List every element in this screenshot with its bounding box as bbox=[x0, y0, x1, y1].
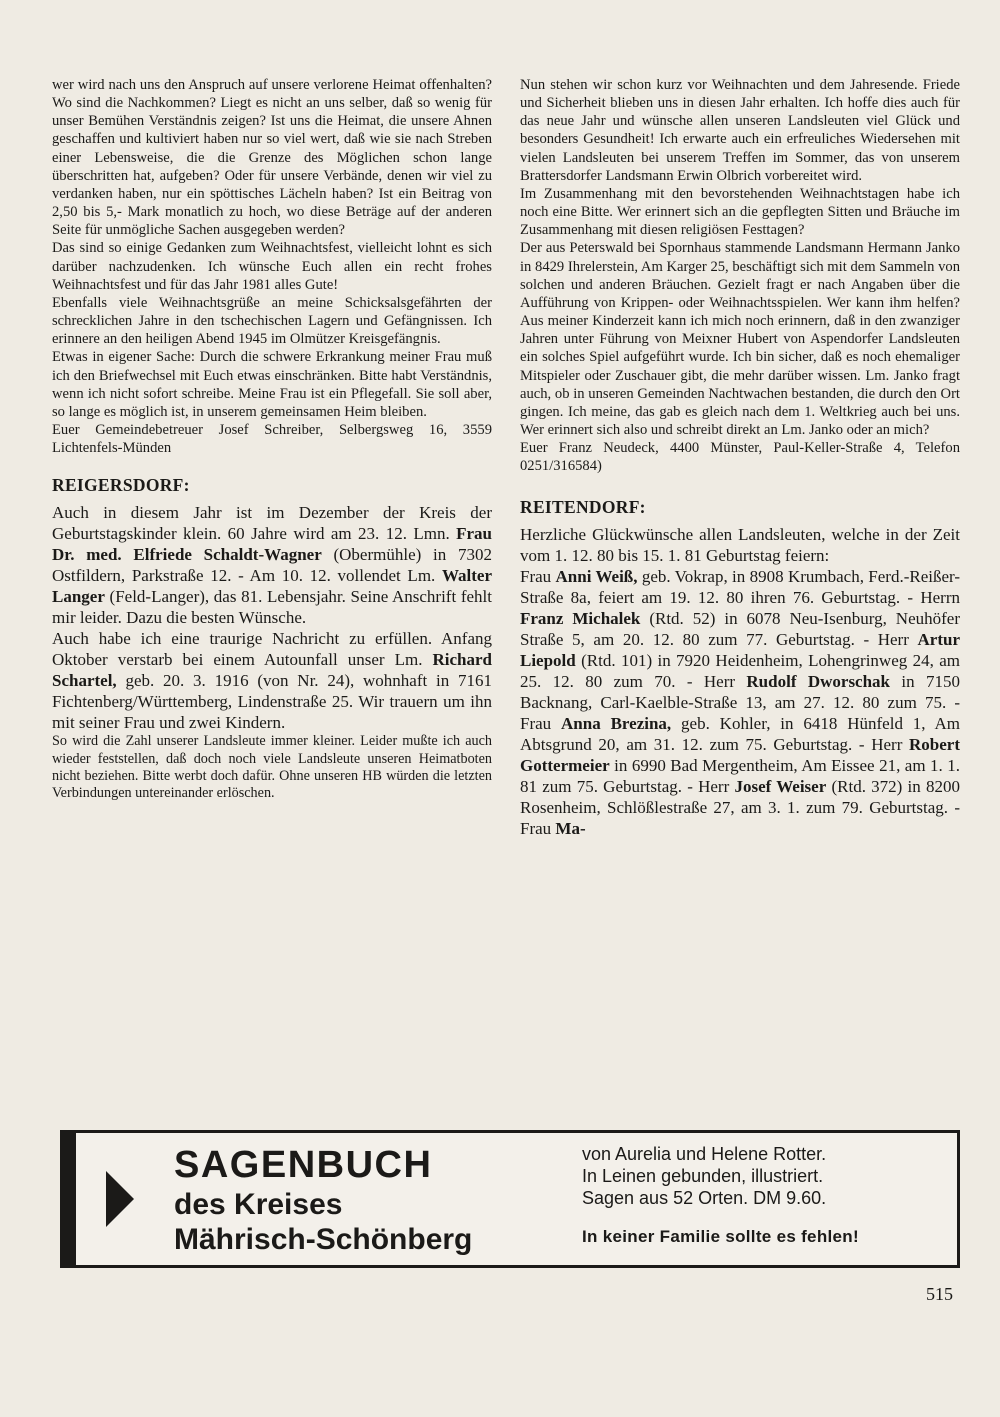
text-run: geb. Vokrap, in 8908 Krumbach, Ferd.-Reißer-Straße 8a, feiert am 19. 12. 80 ihren 76. Geburtstag. - Herrn bbox=[520, 567, 961, 608]
text-run: Auch habe ich eine traurige Nachricht zu erfüllen. Anfang Oktober verstarb bei einem Autounfall unser Lm. bbox=[52, 629, 492, 670]
left-column bbox=[52, 76, 492, 803]
reigersdorf-body bbox=[52, 502, 492, 733]
ad-line-1: von Aurelia und Helene Rotter. bbox=[582, 1144, 827, 1164]
person-name: Josef Weiser bbox=[734, 777, 827, 797]
section-heading-reigersdorf: REIGERSDORF: bbox=[52, 475, 190, 496]
person-name: Walter Langer bbox=[52, 566, 492, 607]
left-signature: Euer Gemeindebetreuer Josef Schreiber, Selbergsweg 16, 3559 Lichtenfels-Münden bbox=[52, 421, 492, 457]
section-heading-reitendorf: REITENDORF: bbox=[520, 497, 646, 518]
person-name: Robert Gottermeier bbox=[520, 735, 960, 776]
reigersdorf-paragraph-3: So wird die Zahl unserer Landsleute immer kleiner. Leider mußte ich auch wieder feststellen, daß doch noch viele Landsleute unseren Heimatboten nicht beziehen. Bitte werbt doch dafür. Ohne unseren HB würden die letzten Verbindungen untereinander erlöschen. bbox=[52, 733, 492, 802]
person-name: Franz Michalek bbox=[520, 609, 641, 629]
reigersdorf-paragraph-1 bbox=[52, 502, 492, 628]
text-run: (Feld-Langer), das 81. Lebensjahr. Seine Anschrift fehlt mir leider. Dazu die besten Wünsche. bbox=[52, 587, 492, 628]
ad-subtitle-1: des Kreises bbox=[174, 1188, 343, 1221]
page-number: 515 bbox=[926, 1284, 953, 1304]
ad-details bbox=[582, 1143, 826, 1209]
reitendorf-body bbox=[520, 524, 960, 839]
ad-title: SAGENBUCH bbox=[174, 1144, 433, 1186]
left-letter bbox=[52, 76, 492, 457]
person-name: Rudolf Dworschak bbox=[746, 672, 891, 692]
text-run: in 7150 Backnang, Carl-Kaelble-Straße 13, am 27. 12. 80 zum 75. - Frau bbox=[520, 672, 960, 734]
right-paragraph-3: Der aus Peterswald bei Spornhaus stammende Landsmann Hermann Janko in 8429 Ihrelerstein, Am Karger 25, beschäftigt sich mit dem Sammeln von solchen und anderen Bräuchen. Gezielt fragt er nach Angaben über die Aufführung von Krippen- oder Weihnachtsspielen. Wer kann ihm helfen? Aus meiner Kinderzeit kann ich mich noch erinnern, daß in den zwanziger Jahren unter Führung von Meixner Hubert von Aspendorfer Landsleuten ein solches Spiel aufgeführt wurde. Ich bin sicher, daß es noch ehemaliger Mitspieler oder Zuschauer gibt, die mehr darüber wissen. Lm. Janko fragt auch, ob in unseren Gemeinden Nachtwachen bestanden, die durch den Ort gingen. Ich meine, das gab es gleich nach dem 1. Weltkrieg auch bei uns. Wer erinnert sich also und schreibt direkt an Lm. Janko oder an mich? bbox=[520, 240, 960, 438]
reitendorf-birthdays bbox=[520, 566, 960, 839]
right-signature: Euer Franz Neudeck, 4400 Münster, Paul-Keller-Straße 4, Telefon 0251/316584) bbox=[520, 440, 960, 475]
reigersdorf-footer bbox=[52, 733, 492, 802]
text-run: Frau bbox=[520, 567, 556, 587]
text-run: in 6990 Bad Mergentheim, Am Eissee 21, am 1. 1. 81 zum 75. Geburtstag. - Herr bbox=[520, 756, 960, 797]
ad-slogan: In keiner Familie sollte es fehlen! bbox=[582, 1227, 859, 1246]
reigersdorf-paragraph-2 bbox=[52, 628, 492, 733]
text-run: Auch in diesem Jahr ist im Dezember der Kreis der Geburtstagskinder klein. 60 Jahre wird am 23. 12. Lmn. bbox=[52, 503, 492, 544]
right-letter bbox=[520, 76, 960, 475]
right-column bbox=[520, 76, 960, 839]
left-intro-paragraph: wer wird nach uns den Anspruch auf unsere verlorene Heimat offenhalten? Wo sind die Nachkommen? Liegt es nicht an uns selber, daß so wenig für unser Bemühen Verständnis zeigen? Ist uns die Heimat, die unsere Ahnen geschaffen und kultiviert haben nur so viel wert, daß wie sie nach Streben einer Lebensweise, die die Grenze des Möglichen schon lange überschritten hat, aufgeben? Oder für unsere Verbände, denen wir viel zu verdanken haben, nur ein spöttisches Lächeln haben? Ist ein Beitrag von 2,50 bis 5,- Mark monatlich zu hoch, wo diese Beträge auf der anderen Seite für unmögliche Sachen ausgegeben werden? bbox=[52, 77, 492, 239]
right-paragraph-2: Im Zusammenhang mit den bevorstehenden Weihnachtstagen habe ich noch eine Bitte. Wer erinnert sich an die gepflegten Sitten und Bräuche im Zusammenhang mit diesen religiösen Festtagen? bbox=[520, 185, 960, 239]
text-run: (Obermühle) in 7302 Ostfildern, Parkstraße 12. - Am 10. 12. vollendet Lm. bbox=[52, 545, 492, 586]
text-run: (Rtd. 372) in 8200 Rosenheim, Schlößlestraße 27, am 3. 1. zum 79. Geburtstag. - Frau bbox=[520, 777, 960, 839]
text-run: (Rtd. 101) in 7920 Heidenheim, Lohengrinweg 24, am 25. 12. 80 zum 70. - Herr bbox=[520, 651, 960, 692]
text-run: geb. 20. 3. 1916 (von Nr. 24), wohnhaft in 7161 Fichtenberg/Württemberg, Lindenstraße 25. Wir trauern um ihn mit seiner Frau und zwei Kindern. bbox=[52, 671, 492, 733]
person-name: Ma- bbox=[555, 819, 586, 839]
arrow-right-icon bbox=[106, 1171, 134, 1227]
right-paragraph-1: Nun stehen wir schon kurz vor Weihnachten und dem Jahresende. Friede und Sicherheit blieben uns in diesen Jahr erhalten. Ich hoffe dies auch für das neue Jahr und wünsche allen unseren Landsleuten viel Glück und besonders Gesundheit! Ich erwarte auch ein erfreuliches Wiedersehen mit vielen Landsleuten bei unserem Treffen im Sommer, das von unserem Brattersdorfer Landsmann Erwin Olbrich vorbereitet wird. bbox=[520, 77, 960, 184]
person-name: Richard Schartel, bbox=[52, 650, 492, 691]
book-advertisement bbox=[60, 1130, 960, 1268]
ad-subtitle-2: Mährisch-Schönberg bbox=[174, 1223, 473, 1256]
text-run: geb. Kohler, in 6418 Hünfeld 1, Am Abtsgrund 20, am 31. 12. zum 75. Geburtstag. - Herr bbox=[520, 714, 960, 755]
ad-line-2: In Leinen gebunden, illustriert. bbox=[582, 1166, 824, 1186]
reitendorf-intro: Herzliche Glückwünsche allen Landsleuten, welche in der Zeit vom 1. 12. 80 bis 15. 1. 81 Geburtstag feiern: bbox=[520, 525, 960, 566]
person-name: Artur Liepold bbox=[520, 630, 960, 671]
left-paragraph-2: Das sind so einige Gedanken zum Weihnachtsfest, vielleicht lohnt es sich darüber nachzudenken. Ich wünsche Euch allen ein recht frohes Weihnachtsfest und für das Jahr 1981 alles Gute! bbox=[52, 240, 492, 293]
text-run: (Rtd. 52) in 6078 Neu-Isenburg, Neuhöfer Straße 5, am 20. 12. 80 zum 77. Geburtstag. - Herr bbox=[520, 609, 960, 650]
person-name: Anna Brezina, bbox=[561, 714, 672, 734]
person-name: Frau Dr. med. Elfriede Schaldt-Wagner bbox=[52, 524, 492, 565]
left-paragraph-4: Etwas in eigener Sache: Durch die schwere Erkrankung meiner Frau muß ich den Briefwechsel mit Euch etwas einschränken. Bitte habt Verständnis, wenn ich nicht sofort schreibe. Meine Frau ist ein Pflegefall. Sie soll aber, so lange es möglich ist, in unserem gemeinsamen Heim bleiben. bbox=[52, 349, 492, 420]
left-paragraph-3: Ebenfalls viele Weihnachtsgrüße an meine Schicksalsgefährten der schrecklichen Jahre in den tschechischen Lagern und Gefängnissen. Ich erinnere an den heiligen Abend 1945 im Olmützer Kreisgefängnis. bbox=[52, 294, 492, 348]
ad-line-3: Sagen aus 52 Orten. DM 9.60. bbox=[582, 1188, 827, 1208]
person-name: Anni Weiß, bbox=[555, 567, 638, 587]
